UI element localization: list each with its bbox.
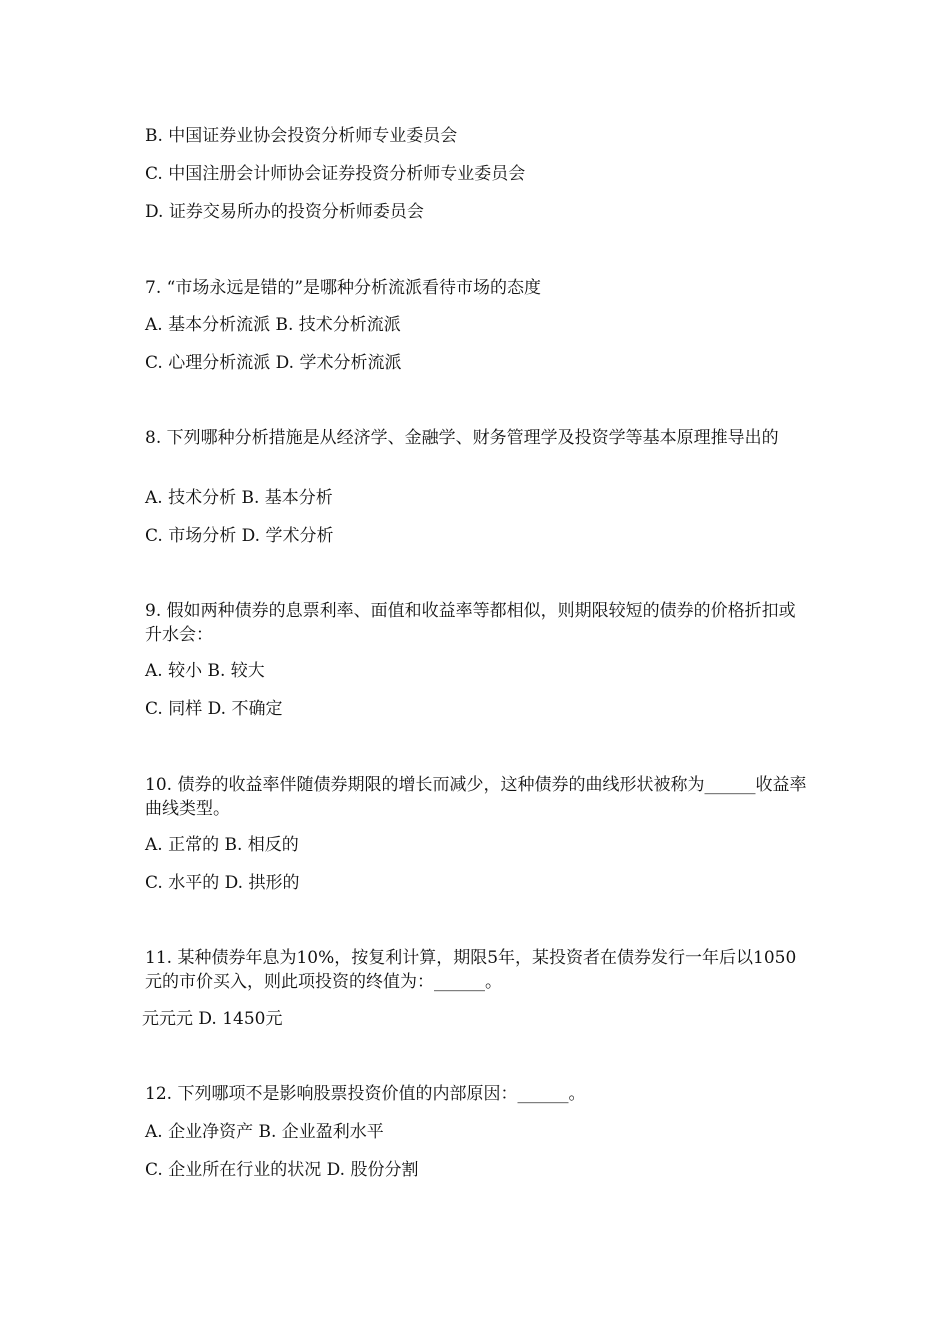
question-11-stem: 11. 某种债券年息为10%，按复利计算，期限5年，某投资者在债券发行一年后以1050元的市价买入，则此项投资的终值为：______。: [145, 948, 797, 992]
question-9-stem: 9. 假如两种债券的息票利率、面值和收益率等都相似，则期限较短的债券的价格折扣或升水会：: [145, 601, 796, 645]
question-7-stem: 7. “市场永远是错的”是哪种分析流派看待市场的态度: [145, 278, 542, 298]
question-8-options-ab: A. 技术分析 B. 基本分析: [145, 488, 333, 508]
question-12-options-ab: A. 企业净资产 B. 企业盈利水平: [145, 1122, 384, 1142]
question-10-stem: 10. 债券的收益率伴随债券期限的增长而减少，这种债券的曲线形状被称为______收益率曲线类型。: [145, 775, 807, 819]
question-12-stem: 12. 下列哪项不是影响股票投资价值的内部原因：______。: [145, 1084, 586, 1104]
question-11-options: 元元元 D. 1450元: [142, 1009, 283, 1029]
question-7-options-ab: A. 基本分析流派 B. 技术分析流派: [145, 315, 401, 335]
question-9-options-ab: A. 较小 B. 较大: [145, 661, 265, 681]
question-10-options-ab: A. 正常的 B. 相反的: [145, 835, 299, 855]
question-10-options-cd: C. 水平的 D. 拱形的: [145, 873, 300, 893]
question-12-options-cd: C. 企业所在行业的状况 D. 股份分割: [145, 1160, 419, 1180]
option-d-carryover: D. 证券交易所办的投资分析师委员会: [145, 202, 424, 222]
option-c-carryover: C. 中国注册会计师协会证券投资分析师专业委员会: [145, 164, 526, 184]
option-b-carryover: B. 中国证券业协会投资分析师专业委员会: [145, 126, 458, 146]
question-9-options-cd: C. 同样 D. 不确定: [145, 699, 283, 719]
question-8-stem: 8. 下列哪种分析措施是从经济学、金融学、财务管理学及投资学等基本原理推导出的: [145, 428, 779, 448]
question-7-options-cd: C. 心理分析流派 D. 学术分析流派: [145, 353, 402, 373]
question-8-options-cd: C. 市场分析 D. 学术分析: [145, 526, 334, 546]
